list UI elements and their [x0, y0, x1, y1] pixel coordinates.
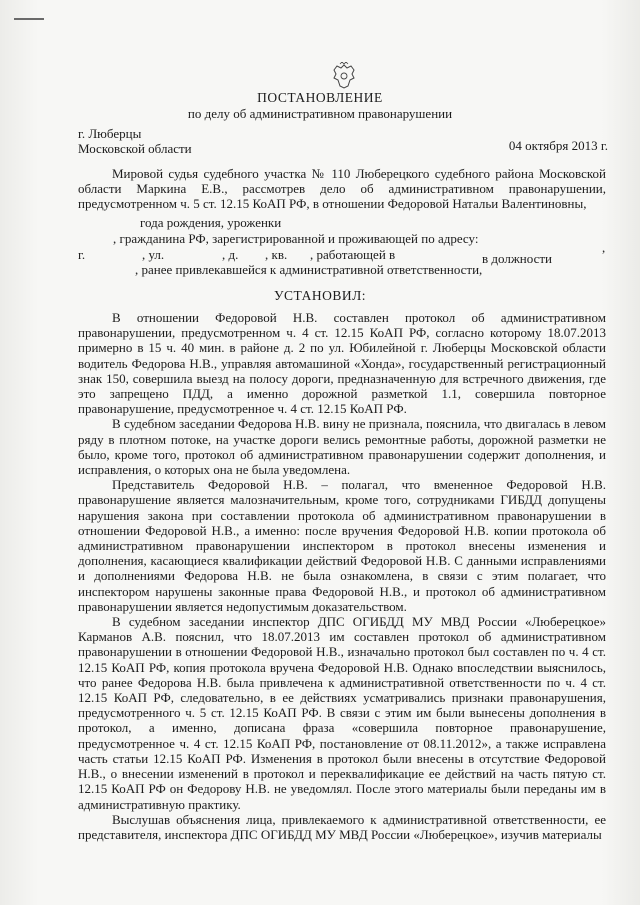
intro-text: Мировой судья судебного участка № 110 Люберецкого судебного района Московской области Маркина Е.В., рассмотрев дело об административном правонарушении, предусмотренном ч. 5 ст. 12.15 КоАП РФ, в отношении Федоровой Натальи Валентиновны,	[78, 166, 606, 212]
paragraph-representative: Представитель Федоровой Н.В. – полагал, что вмененное Федоровой Н.В. правонарушение является малозначительным, кроме того, сотрудниками ГИБДД допущены нарушения закона при составлении протокола об административном правонарушении в отношении Федоровой Н.В., а именно: после вручения Федоровой Н.В. копии протокола об административном правонарушении инспектором в протокол внесены изменения и дополнения, касающиеся квалификации действий Федоровой Н.В. С данными исправлениями и дополнениями Федорова Н.В. не была ознакомлена, в связи с этим полагает, что инспектором нарушены законные права Федоровой Н.В., и протокол об административном правонарушении является недопустимым доказательством.	[78, 477, 606, 614]
document-subtitle: по делу об административном правонарушении	[187, 106, 453, 121]
citizen-line: , гражданина РФ, зарегистрированной и проживающей по адресу:	[113, 231, 479, 246]
city: г. Люберцы	[78, 126, 142, 141]
birth-line: года рождения, уроженки	[140, 215, 282, 230]
paragraph-conclusion: Выслушав объяснения лица, привлекаемого к административной ответственности, ее представителя, инспектора ДПС ОГИБДД МУ МВД России «Люберецкое», изучив материалы	[78, 811, 606, 842]
coat-of-arms-icon	[331, 62, 357, 90]
prior-line: , ранее привлекавшейся к административной ответственности,	[135, 262, 483, 277]
document-date: 04 октября 2013 г.	[508, 138, 608, 153]
paragraph-inspector: В судебном заседании инспектор ДПС ОГИБДД МУ МВД России «Люберецкое» Карманов А.В. пояснил, что 18.07.2013 им составлен протокол об административном правонарушении в отношении Федоровой Н.В., изначально протокол был составлен по ч. 4 ст. 12.15 КоАП РФ, копия протокола вручена Федоровой Н.В. Однако впоследствии выяснилось, что ранее Федорова Н.В. была привлечена к административной ответственности по ч. 4 ст. 12.15 КоАП РФ, следовательно, в ее действиях усматривались признаки правонарушения, предусмотренного ч. 5 ст. 12.15 КоАП РФ. В связи с этим им были вынесены дополнения в протокол, а именно, дописана фраза «совершила повторное правонарушение, предусмотренное ч. 4 ст. 12.15 КоАП РФ, постановление от 08.11.2012», а также исправлена часть статьи 12.15 КоАП РФ. Изменения в протокол были внесены в отсутствие Федоровой Н.В., о внесении изменений в протокол и переквалификацие ее действий на часть пятую ст. 12.15 КоАП РФ он Федорову Н.В. не уведомлял. После этого материалы были переданы им в административную практику.	[78, 614, 606, 812]
section-heading: УСТАНОВИЛ:	[273, 288, 367, 303]
address-work: , работающей в	[310, 247, 396, 262]
body-text	[78, 310, 606, 842]
document-title: ПОСТАНОВЛЕНИЕ	[257, 90, 383, 105]
address-street: , ул.	[142, 247, 165, 262]
intro-paragraph	[78, 166, 606, 212]
address-house: , д.	[222, 247, 239, 262]
paragraph-protocol: В отношении Федоровой Н.В. составлен протокол об административном правонарушении, предусмотренном ч. 4 ст. 12.15 КоАП РФ, согласно которому 18.07.2013 примерно в 15 ч. 40 мин. в районе д. 2 по ул. Юбилейной г. Люберцы Московской области водитель Федорова Н.В., управляя автомашиной «Хонда», государственный регистрационный знак 150, совершила выезд на полосу дороги, предназначенную для встречного движения, где это запрещено ПДД, а именно дорожной разметкой 1.1, совершила повторное правонарушение, предусмотренное ч. 4 ст. 12.15 КоАП РФ.	[78, 310, 606, 417]
address-comma: ,	[602, 240, 606, 255]
address-flat: , кв.	[265, 247, 288, 262]
paragraph-defendant: В судебном заседании Федорова Н.В. вину не признала, пояснила, что двигалась в левом ряду в плотном потоке, на участке дороги велись ремонтные работы, дорожной разметки не было, кроме того, протокол об административном правонарушении содержит дополнения, и исправления, о которых она не была уведомлена.	[78, 416, 606, 478]
address-city: г.	[78, 247, 86, 262]
region: Московской области	[78, 141, 192, 156]
scan-mark	[14, 18, 44, 20]
address-position: в должности	[482, 251, 552, 266]
